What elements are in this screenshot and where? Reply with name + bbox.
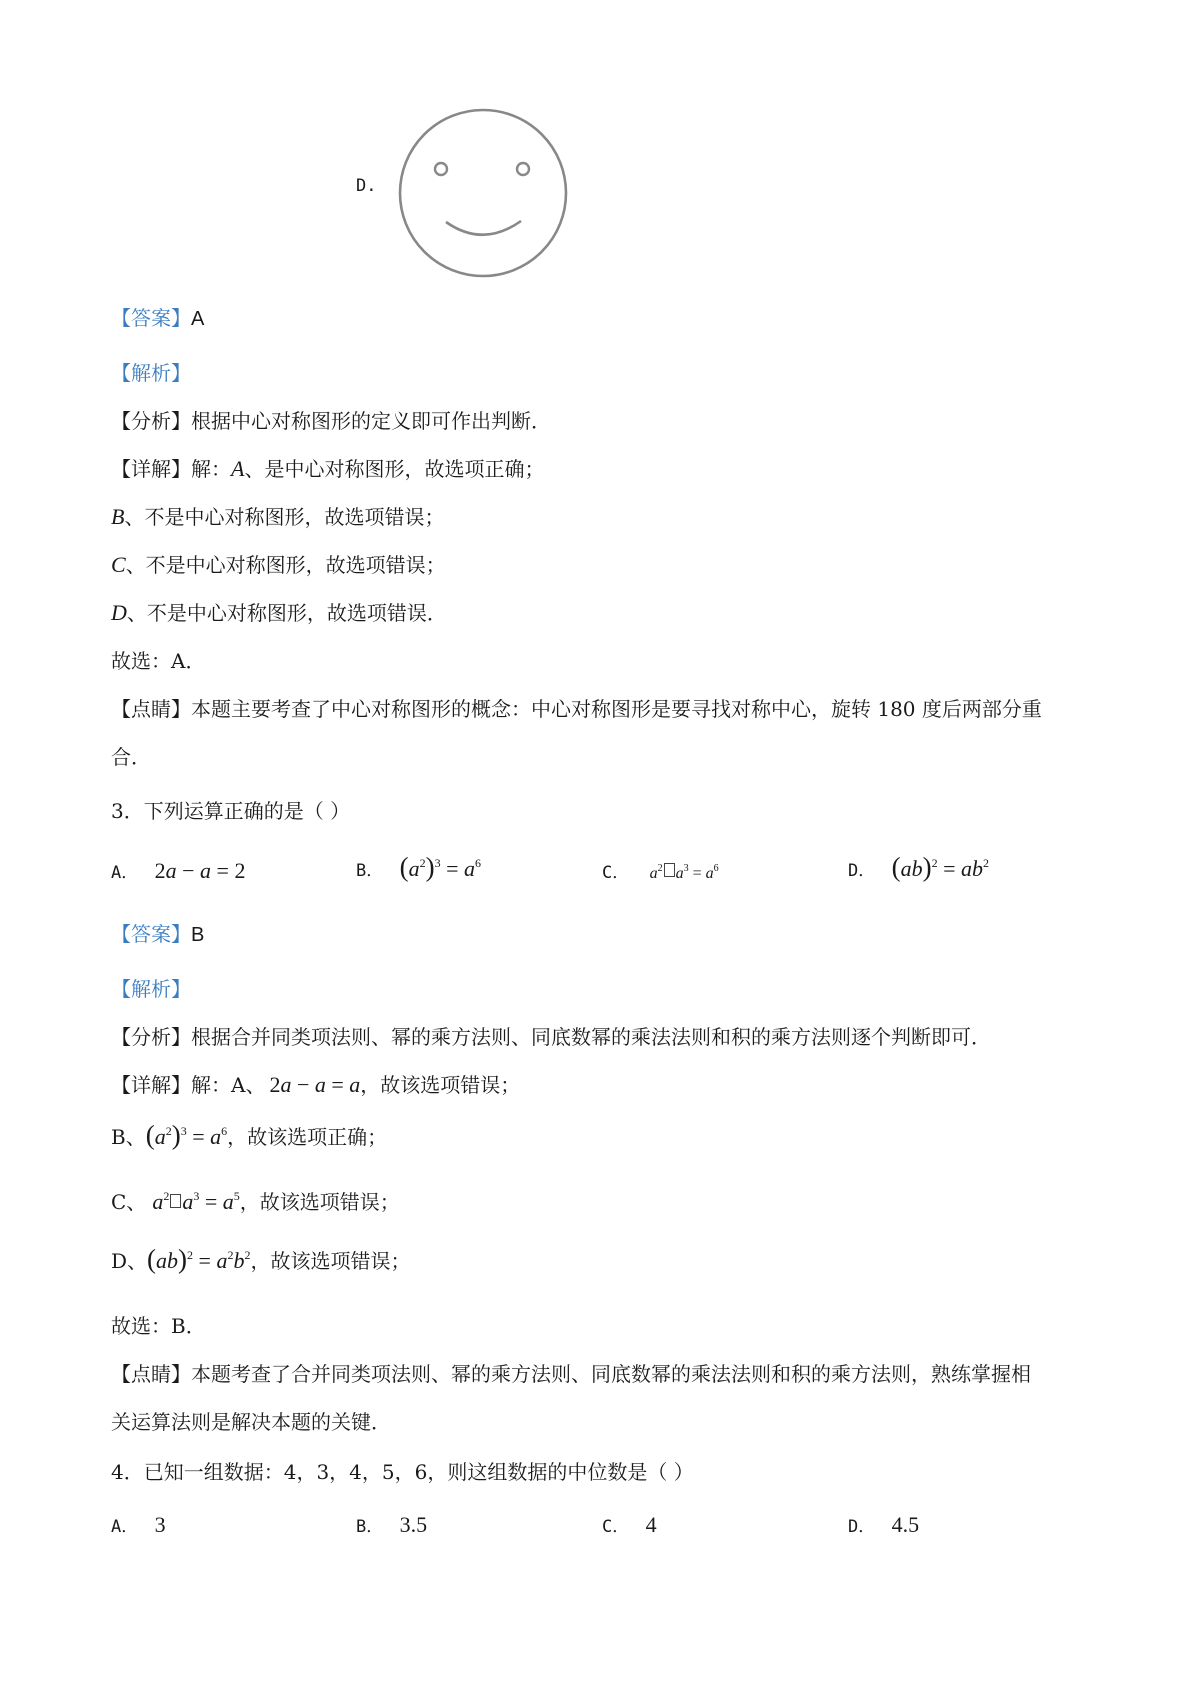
q4-question: 4．已知一组数据：4，3，4，5，6，则这组数据的中位数是（ ） [111,1460,694,1484]
option-d-label: D. [356,176,377,196]
q2-dianjing-line2: 合． [111,745,151,769]
q3-analysis-tag: 【解析】 [111,977,191,1001]
q3-line-d: D、$(ab)^2 = a^2b^2$，故该选项错误； [111,1244,411,1274]
face-outline [400,110,566,276]
q3-option-d-expr: $(ab)^2 = ab^2$ [891,852,990,882]
q3-option-c-expr: $a^2$ $a^3 = a^6$ [649,863,719,882]
q3-line-d-expr: $(ab)^2 = a^2b^2$ [147,1244,251,1274]
q3-line-b-expr: $(a^2)^3 = a^6$ [145,1120,228,1150]
q4-option-d: D． 4.5 [848,1512,920,1537]
q2-fenxi: 【分析】根据中心对称图形的定义即可作出判断． [111,409,551,433]
q2-line-c: C、不是中心对称图形，故选项错误； [111,552,446,577]
q4-option-a: A． 3 [111,1512,166,1537]
answer-tag: 【答案】 [111,922,191,946]
q3-line-c: C、 $a^2$ $a^3 = a^5$，故该选项错误； [111,1189,400,1214]
q3-option-a-expr: 2a − a = 2 [154,858,246,883]
q3-choose: 故选：B． [111,1314,206,1338]
q2-line-b: B、不是中心对称图形，故选项错误； [111,504,445,529]
q3-fenxi: 【分析】根据合并同类项法则、幂的乘方法则、同底数幂的乘法法则和积的乘方法则逐个判断即可． [111,1025,991,1049]
q3-option-b-expr: $(a^2)^3 = a^6$ [399,852,482,882]
q4-option-c: C． 4 [602,1512,657,1537]
q3-option-d: D． $(ab)^2 = ab^2$ [848,852,990,882]
q3-line-b: B、$(a^2)^3 = a^6$，故该选项正确； [111,1120,388,1150]
q2-analysis-tag: 【解析】 [111,361,191,385]
q4-option-b: B． 3.5 [356,1512,428,1537]
q3-option-b: B． $(a^2)^3 = a^6$ [356,852,482,882]
q3-dianjing-line1: 【点睛】本题考查了合并同类项法则、幂的乘方法则、同底数幂的乘法法则和积的乘方法则，熟练掌握相 [111,1362,1031,1386]
q2-line-d: D、不是中心对称图形，故选项错误． [111,600,447,625]
answer-value: A [191,308,205,330]
q2-answer-line [111,302,204,331]
answer-value: B [191,924,205,946]
q3-question: 3．下列运算正确的是（ ） [111,799,351,823]
q3-line-c-expr: $a^2$ $a^3 = a^5$ [152,1189,240,1214]
q3-dianjing-line2: 关运算法则是解决本题的关键． [111,1410,391,1434]
q3-xiangjie: 【详解】解：A、 2a − a = a，故该选项错误； [111,1072,521,1097]
right-eye [517,163,529,175]
answer-tag: 【答案】 [111,306,191,330]
smile-mouth [446,221,521,235]
q3-answer-line [111,918,204,947]
q3-option-a: A． 2a − a = 2 [111,858,246,883]
q3-xiangjie-expr: 2a − a = a [269,1072,361,1097]
smiley-face-figure [396,106,570,280]
q3-option-c: C． $a^2$ $a^3 = a^6$ [602,863,719,883]
left-eye [435,163,447,175]
q2-xiangjie: 【详解】解：A、是中心对称图形，故选项正确； [111,456,545,481]
q2-dianjing-line1: 【点睛】本题主要考查了中心对称图形的概念：中心对称图形是要寻找对称中心，旋转 180 度后两部分重 [111,697,1042,721]
q2-choose: 故选：A． [111,649,206,673]
